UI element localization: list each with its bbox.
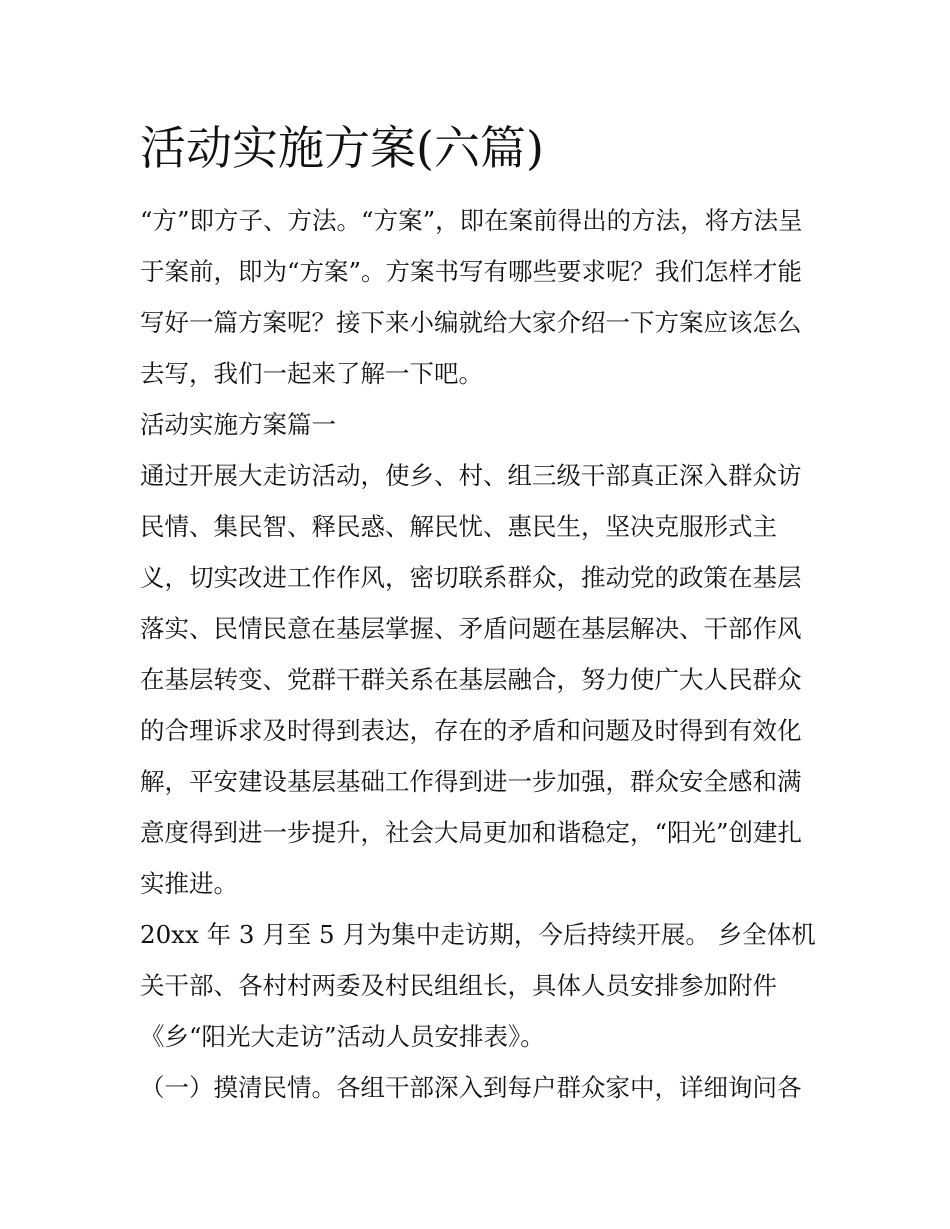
body-line-3: 义，切实改进工作作风，密切联系群众，推动党的政策在基层 xyxy=(140,563,802,592)
body-line-1: 通过开展大走访活动，使乡、村、组三级干部真正深入群众访 xyxy=(140,461,802,490)
body-line-7: 解，平安建设基层基础工作得到进一步加强，群众安全感和满 xyxy=(140,767,802,796)
body-line-6: 的合理诉求及时得到表达，存在的矛盾和问题及时得到有效化 xyxy=(140,716,802,745)
section-heading-1: 活动实施方案篇一 xyxy=(140,410,336,439)
schedule-line-3: 《乡“阳光大走访”活动人员安排表》。 xyxy=(140,1022,545,1051)
schedule-line-2: 关干部、各村村两委及村民组组长，具体人员安排参加附件 xyxy=(140,971,777,1000)
intro-line-3: 写好一篇方案呢？接下来小编就给大家介绍一下方案应该怎么 xyxy=(140,308,802,337)
body-line-2: 民情、集民智、释民惑、解民忧、惠民生，坚决克服形式主 xyxy=(140,512,777,541)
intro-line-1: “方”即方子、方法。“方案”，即在案前得出的方法，将方法呈 xyxy=(140,206,803,235)
document-title: 活动实施方案(六篇) xyxy=(140,121,544,175)
intro-line-4: 去写，我们一起来了解一下吧。 xyxy=(140,359,483,388)
body-line-5: 在基层转变、党群干群关系在基层融合，努力使广大人民群众 xyxy=(140,665,802,694)
item-line-1: （一）摸清民情。各组干部深入到每户群众家中，详细询问各 xyxy=(140,1073,802,1102)
schedule-line-1: 20xx 年 3 月至 5 月为集中走访期，今后持续开展。 乡全体机 xyxy=(140,920,816,949)
body-line-4: 落实、民情民意在基层掌握、矛盾问题在基层解决、干部作风 xyxy=(140,614,802,643)
body-line-8: 意度得到进一步提升，社会大局更加和谐稳定，“阳光”创建扎 xyxy=(140,818,803,847)
intro-line-2: 于案前，即为“方案”。方案书写有哪些要求呢？我们怎样才能 xyxy=(140,257,803,286)
body-line-9: 实推进。 xyxy=(140,869,238,898)
